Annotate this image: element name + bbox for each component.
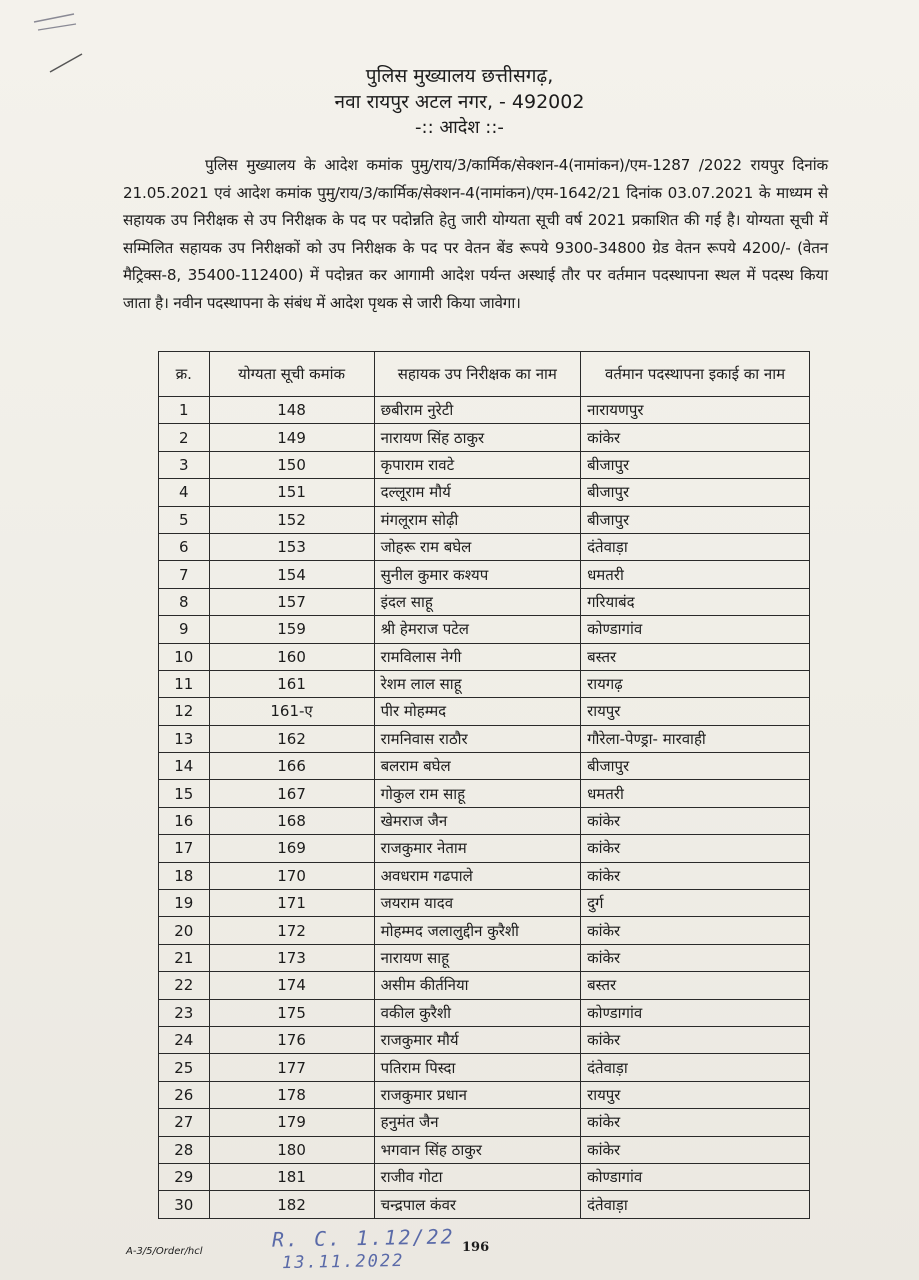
office-address: नवा रायपुर अटल नगर, - 492002	[334, 91, 585, 113]
row-merit-no: 159	[209, 616, 374, 643]
row-merit-no: 171	[209, 890, 374, 917]
handwritten-date: 13.11.2022	[281, 1250, 405, 1274]
table-row	[159, 1026, 810, 1053]
row-unit: कांकेर	[581, 424, 810, 451]
row-merit-no: 153	[209, 533, 374, 560]
row-unit: कोण्डागांव	[581, 999, 810, 1026]
table-row	[159, 643, 810, 670]
page-number: 196	[462, 1240, 490, 1255]
row-unit: गौरेला-पेण्ड्रा- मारवाही	[581, 725, 810, 752]
row-name: राजकुमार प्रधान	[374, 1081, 580, 1108]
table-row	[159, 999, 810, 1026]
table-row	[159, 424, 810, 451]
row-serial: 27	[159, 1109, 210, 1136]
table-row	[159, 561, 810, 588]
row-serial: 19	[159, 890, 210, 917]
row-merit-no: 169	[209, 835, 374, 862]
row-serial: 2	[159, 424, 210, 451]
row-name: इंदल साहू	[374, 588, 580, 615]
row-serial: 16	[159, 807, 210, 834]
row-serial: 13	[159, 725, 210, 752]
row-merit-no: 178	[209, 1081, 374, 1108]
row-name: रामनिवास राठौर	[374, 725, 580, 752]
row-unit: बीजापुर	[581, 506, 810, 533]
table-row	[159, 725, 810, 752]
row-name: कृपाराम रावटे	[374, 451, 580, 478]
row-serial: 18	[159, 862, 210, 889]
row-merit-no: 173	[209, 944, 374, 971]
row-merit-no: 161-ए	[209, 698, 374, 725]
row-unit: बस्तर	[581, 972, 810, 999]
row-unit: बीजापुर	[581, 753, 810, 780]
col-name: सहायक उप निरीक्षक का नाम	[374, 352, 580, 397]
row-serial: 22	[159, 972, 210, 999]
row-merit-no: 162	[209, 725, 374, 752]
row-serial: 4	[159, 479, 210, 506]
row-name: पतिराम पिस्दा	[374, 1054, 580, 1081]
table-row	[159, 698, 810, 725]
table-row	[159, 670, 810, 697]
row-unit: दंतेवाड़ा	[581, 533, 810, 560]
row-name: मंगलूराम सोढ़ी	[374, 506, 580, 533]
row-serial: 15	[159, 780, 210, 807]
row-merit-no: 180	[209, 1136, 374, 1163]
row-name: मोहम्मद जलालुद्दीन कुरैशी	[374, 917, 580, 944]
table-row	[159, 972, 810, 999]
row-serial: 5	[159, 506, 210, 533]
row-unit: कोण्डागांव	[581, 1163, 810, 1190]
table-row	[159, 890, 810, 917]
table-row	[159, 1054, 810, 1081]
row-unit: गरियाबंद	[581, 588, 810, 615]
table-row	[159, 479, 810, 506]
row-serial: 9	[159, 616, 210, 643]
order-title: -:: आदेश ::-	[415, 117, 504, 138]
row-serial: 25	[159, 1054, 210, 1081]
row-name: रामविलास नेगी	[374, 643, 580, 670]
document-code: A-3/5/Order/hcl	[126, 1246, 203, 1257]
row-serial: 28	[159, 1136, 210, 1163]
table-row	[159, 451, 810, 478]
row-unit: बीजापुर	[581, 479, 810, 506]
row-name: वकील कुरैशी	[374, 999, 580, 1026]
table-row	[159, 753, 810, 780]
row-unit: बस्तर	[581, 643, 810, 670]
row-unit: कोण्डागांव	[581, 616, 810, 643]
table-header-row	[159, 352, 810, 397]
row-name: अवधराम गढपाले	[374, 862, 580, 889]
row-unit: नारायणपुर	[581, 397, 810, 424]
row-name: सुनील कुमार कश्यप	[374, 561, 580, 588]
table-row	[159, 917, 810, 944]
row-merit-no: 148	[209, 397, 374, 424]
col-serial: क्र.	[159, 352, 210, 397]
row-unit: कांकेर	[581, 1026, 810, 1053]
row-name: भगवान सिंह ठाकुर	[374, 1136, 580, 1163]
col-unit: वर्तमान पदस्थापना इकाई का नाम	[581, 352, 810, 397]
row-name: जोहरू राम बघेल	[374, 533, 580, 560]
row-name: असीम कीर्तनिया	[374, 972, 580, 999]
row-merit-no: 151	[209, 479, 374, 506]
table-row	[159, 1081, 810, 1108]
row-unit: दंतेवाड़ा	[581, 1054, 810, 1081]
row-unit: दुर्ग	[581, 890, 810, 917]
row-merit-no: 157	[209, 588, 374, 615]
table-row	[159, 1191, 810, 1219]
table-row	[159, 862, 810, 889]
row-merit-no: 179	[209, 1109, 374, 1136]
row-serial: 11	[159, 670, 210, 697]
row-name: राजीव गोटा	[374, 1163, 580, 1190]
row-name: खेमराज जैन	[374, 807, 580, 834]
row-serial: 7	[159, 561, 210, 588]
row-serial: 10	[159, 643, 210, 670]
row-merit-no: 172	[209, 917, 374, 944]
office-name: पुलिस मुख्यालय छत्तीसगढ़,	[365, 65, 554, 87]
table-row	[159, 835, 810, 862]
table-row	[159, 780, 810, 807]
row-serial: 23	[159, 999, 210, 1026]
row-serial: 29	[159, 1163, 210, 1190]
row-unit: रायपुर	[581, 1081, 810, 1108]
row-serial: 21	[159, 944, 210, 971]
table-row	[159, 1109, 810, 1136]
row-name: रेशम लाल साहू	[374, 670, 580, 697]
row-name: नारायण साहू	[374, 944, 580, 971]
row-name: छबीराम नुरेटी	[374, 397, 580, 424]
promotion-table	[158, 351, 810, 1219]
table-row	[159, 397, 810, 424]
col-merit-no: योग्यता सूची कमांक	[209, 352, 374, 397]
row-unit: कांकेर	[581, 944, 810, 971]
row-name: हनुमंत जैन	[374, 1109, 580, 1136]
row-unit: कांकेर	[581, 835, 810, 862]
handwritten-ref: R. C. 1.12/22	[271, 1224, 455, 1252]
row-name: गोकुल राम साहू	[374, 780, 580, 807]
row-name: श्री हेमराज पटेल	[374, 616, 580, 643]
row-merit-no: 166	[209, 753, 374, 780]
row-serial: 14	[159, 753, 210, 780]
table-row	[159, 944, 810, 971]
row-unit: रायपुर	[581, 698, 810, 725]
row-merit-no: 174	[209, 972, 374, 999]
row-serial: 6	[159, 533, 210, 560]
table-row	[159, 588, 810, 615]
row-unit: धमतरी	[581, 780, 810, 807]
row-serial: 17	[159, 835, 210, 862]
table-row	[159, 1136, 810, 1163]
row-merit-no: 175	[209, 999, 374, 1026]
row-name: बलराम बघेल	[374, 753, 580, 780]
row-serial: 12	[159, 698, 210, 725]
order-paragraph: पुलिस मुख्यालय के आदेश कमांक पुमु/राय/3/कार्मिक/सेक्शन-4(नामांकन)/एम-1287 /2022 रायपुर दिनांक 21.05.2021 एवं आदेश कमांक पुमु/राय/3/कार्मिक/सेक्शन-4(नामांकन)/एम-1642/21 दिनांक 03.07.2021 के माध्यम से सहायक उप निरीक्षक से उप निरीक्षक के पद पर पदोन्नति हेतु जारी योग्यता सूची वर्ष 2021 प्रकाशित की गई है। योग्यता सूची में सम्मिलित सहायक उप निरीक्षकों को उप निरीक्षक के पद पर वेतन बेंड रूपये 9300-34800 ग्रेड वेतन रूपये 4200/- (वेतन मैट्रिक्स-8, 35400-112400) में पदोन्नत कर आगामी आदेश पर्यन्त अस्थाई तौर पर वर्तमान पदस्थापना स्थल में पदस्थ किया जाता है। नवीन पदस्थापना के संबंध में आदेश पृथक से जारी किया जावेगा।	[123, 156, 828, 312]
row-name: दल्लूराम मौर्य	[374, 479, 580, 506]
row-merit-no: 167	[209, 780, 374, 807]
row-name: राजकुमार नेताम	[374, 835, 580, 862]
row-unit: दंतेवाड़ा	[581, 1191, 810, 1219]
table-row	[159, 1163, 810, 1190]
row-unit: रायगढ़	[581, 670, 810, 697]
row-name: जयराम यादव	[374, 890, 580, 917]
row-name: चन्द्रपाल कंवर	[374, 1191, 580, 1219]
table-row	[159, 616, 810, 643]
row-unit: कांकेर	[581, 807, 810, 834]
row-unit: कांकेर	[581, 1109, 810, 1136]
row-serial: 8	[159, 588, 210, 615]
row-merit-no: 170	[209, 862, 374, 889]
row-name: पीर मोहम्मद	[374, 698, 580, 725]
row-merit-no: 150	[209, 451, 374, 478]
row-unit: बीजापुर	[581, 451, 810, 478]
row-name: राजकुमार मौर्य	[374, 1026, 580, 1053]
row-serial: 24	[159, 1026, 210, 1053]
row-serial: 20	[159, 917, 210, 944]
table-row	[159, 807, 810, 834]
table-row	[159, 533, 810, 560]
row-merit-no: 168	[209, 807, 374, 834]
row-serial: 3	[159, 451, 210, 478]
row-unit: धमतरी	[581, 561, 810, 588]
row-merit-no: 154	[209, 561, 374, 588]
row-name: नारायण सिंह ठाकुर	[374, 424, 580, 451]
row-merit-no: 160	[209, 643, 374, 670]
row-unit: कांकेर	[581, 1136, 810, 1163]
row-merit-no: 161	[209, 670, 374, 697]
row-merit-no: 182	[209, 1191, 374, 1219]
row-merit-no: 177	[209, 1054, 374, 1081]
row-merit-no: 176	[209, 1026, 374, 1053]
table-row	[159, 506, 810, 533]
row-serial: 30	[159, 1191, 210, 1219]
row-unit: कांकेर	[581, 917, 810, 944]
row-merit-no: 152	[209, 506, 374, 533]
row-merit-no: 149	[209, 424, 374, 451]
row-unit: कांकेर	[581, 862, 810, 889]
row-serial: 26	[159, 1081, 210, 1108]
row-merit-no: 181	[209, 1163, 374, 1190]
row-serial: 1	[159, 397, 210, 424]
